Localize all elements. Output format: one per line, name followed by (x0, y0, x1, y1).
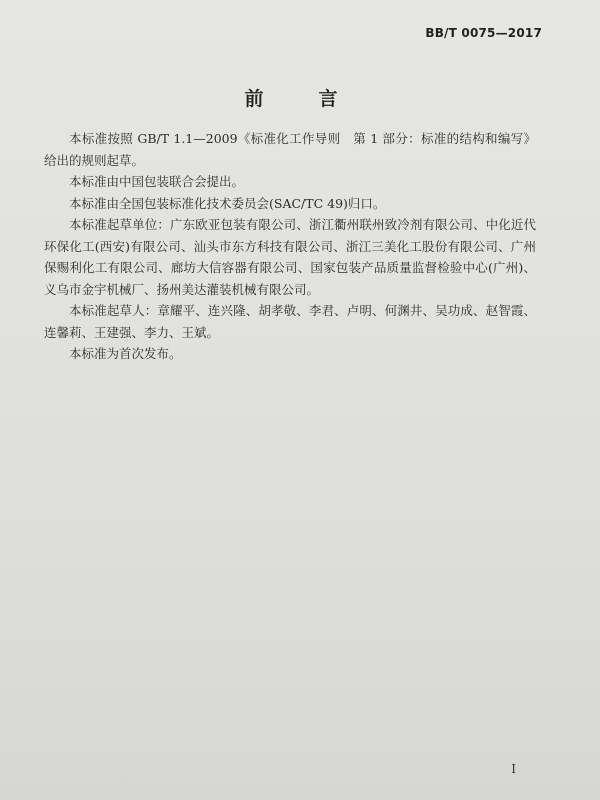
page-number: I (511, 762, 516, 776)
standard-code: BB/T 0075—2017 (425, 26, 542, 40)
page-title: 前 言 (244, 88, 356, 110)
preface-body (44, 128, 536, 365)
paragraph-drafters: 本标准起草人：章耀平、连兴隆、胡孝敬、李君、卢明、何渊井、吴功成、赵智霞、连馨莉、王建强、李力、王斌。 (44, 303, 536, 340)
paragraph-drafting-rules: 本标准按照 GB/T 1.1—2009《标准化工作导则 第 1 部分：标准的结构和编写》给出的规则起草。 (44, 131, 536, 168)
paragraph-first-release: 本标准为首次发布。 (69, 346, 182, 361)
paragraph-proposed-by: 本标准由中国包装联合会提出。 (69, 174, 245, 189)
paragraph-jurisdiction: 本标准由全国包装标准化技术委员会(SAC/TC 49)归口。 (69, 195, 386, 211)
paragraph-drafting-units: 本标准起草单位：广东欧亚包装有限公司、浙江衢州联州致冷剂有限公司、中化近代环保化工(西安)有限公司、汕头市东方科技有限公司、浙江三美化工股份有限公司、广州保赐利化工有限公司、廊坊大信容器有限公司、国家包装产品质量监督检验中心(广州)、义乌市金宇机械厂、扬州美达灌装机械有限公司。 (44, 217, 536, 297)
